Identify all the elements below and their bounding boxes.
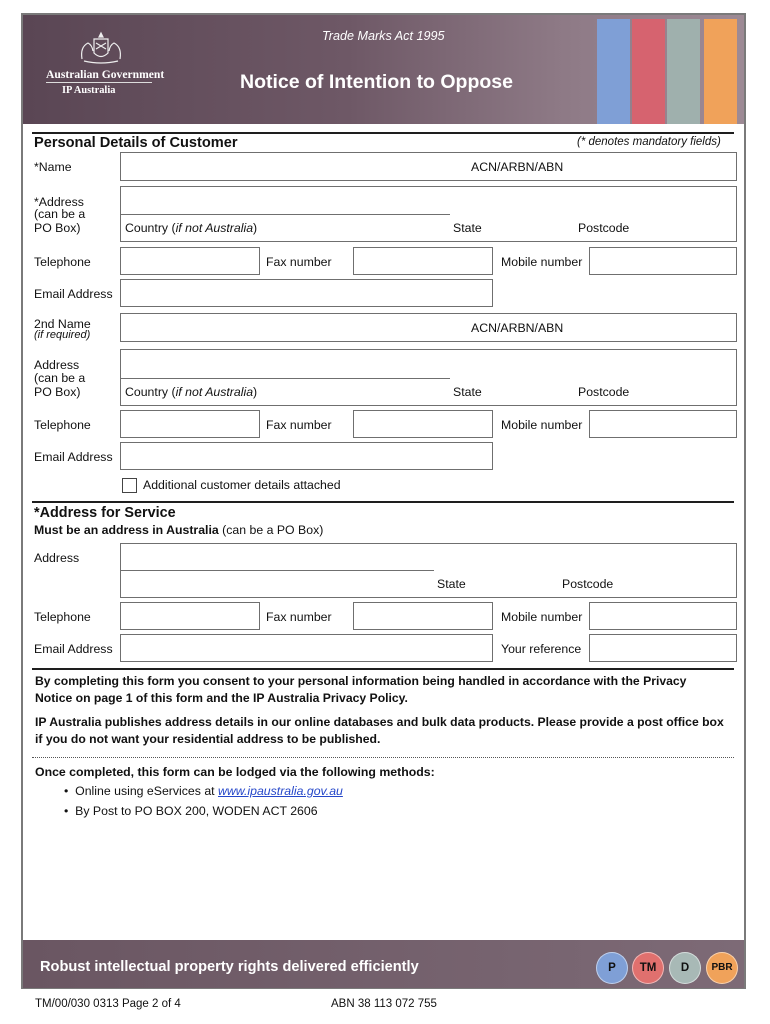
section-divider-personal (32, 132, 734, 134)
second-email-label: Email Address (34, 450, 113, 464)
second-mobile-label: Mobile number (501, 418, 583, 432)
gov-divider (46, 82, 152, 83)
lodge-online-item: • Online using eServices at www.ipaustralia.gov.au (64, 784, 343, 798)
name-input[interactable] (120, 152, 737, 181)
service-fax-label: Fax number (266, 610, 332, 624)
bullet-icon: • (64, 804, 69, 818)
service-telephone-input[interactable] (120, 602, 260, 630)
bullet-icon: • (64, 784, 69, 798)
second-email-input[interactable] (120, 442, 493, 470)
gov-line-2: IP Australia (62, 85, 116, 96)
acn-label: ACN/ARBN/ABN (471, 160, 564, 174)
address-left-edge (120, 214, 121, 242)
service-heading: *Address for Service (34, 505, 176, 521)
postcode-label: Postcode (578, 221, 630, 235)
second-fax-label: Fax number (266, 418, 332, 432)
service-reference-label: Your reference (501, 642, 582, 656)
service-email-input[interactable] (120, 634, 493, 662)
section-divider-notices (32, 668, 734, 670)
second-name-label: 2nd Name (34, 317, 91, 331)
mandatory-note: (* denotes mandatory fields) (577, 136, 721, 148)
email-input[interactable] (120, 279, 493, 307)
service-reference-input[interactable] (589, 634, 737, 662)
service-telephone-label: Telephone (34, 610, 91, 624)
page-title: Notice of Intention to Oppose (240, 71, 513, 93)
service-address-label: Address (34, 551, 80, 565)
service-address-input[interactable] (120, 543, 737, 571)
second-name-note: (if required) (34, 329, 91, 341)
fax-input[interactable] (353, 247, 493, 275)
second-address-input[interactable] (120, 349, 737, 379)
personal-heading: Personal Details of Customer (34, 135, 238, 151)
second-telephone-input[interactable] (120, 410, 260, 438)
second-mobile-input[interactable] (589, 410, 737, 438)
abn-number: ABN 38 113 072 755 (331, 998, 437, 1010)
service-address-left-edge (120, 570, 121, 598)
service-subtitle: Must be an address in Australia (can be a PO Box) (34, 523, 324, 537)
second-address-label-3: PO Box) (34, 385, 81, 399)
service-mobile-input[interactable] (589, 602, 737, 630)
section-divider-lodge (32, 757, 734, 758)
gov-line-1: Australian Government (46, 68, 165, 81)
service-mobile-label: Mobile number (501, 610, 583, 624)
badge-patent: P (596, 952, 628, 984)
additional-details-label: Additional customer details attached (143, 478, 341, 492)
badge-pbr: PBR (706, 952, 738, 984)
consent-notice: By completing this form you consent to your personal information being handled in accordance with the Privacy Notice on page 1 of this form and the IP Australia Privacy Policy. (35, 674, 687, 705)
form-reference: TM/00/030 0313 Page 2 of 4 (35, 998, 181, 1010)
second-telephone-label: Telephone (34, 418, 91, 432)
ipaustralia-link[interactable]: www.ipaustralia.gov.au (218, 784, 343, 798)
service-fax-input[interactable] (353, 602, 493, 630)
second-acn-label: ACN/ARBN/ABN (471, 321, 564, 335)
lodge-heading: Once completed, this form can be lodged via the following methods: (35, 765, 435, 779)
coat-of-arms-icon (74, 29, 128, 67)
badge-design: D (669, 952, 701, 984)
country-label: Country (if not Australia) (125, 221, 258, 235)
address-bottom-line (120, 241, 450, 242)
header-stripe-orange (704, 19, 737, 124)
footer-tagline: Robust intellectual property rights delivered efficiently (40, 959, 419, 975)
second-country-label: Country (if not Australia) (125, 385, 258, 399)
address-label-2: (can be a (34, 207, 86, 221)
fax-label: Fax number (266, 255, 332, 269)
second-fax-input[interactable] (353, 410, 493, 438)
additional-details-checkbox[interactable] (122, 478, 137, 493)
second-name-input[interactable] (120, 313, 737, 342)
header-stripe-blue (597, 19, 630, 124)
second-state-label: State (453, 385, 482, 399)
second-address-label-1: Address (34, 358, 80, 372)
section-divider-service (32, 501, 734, 503)
address-input[interactable] (120, 186, 737, 215)
email-label: Email Address (34, 287, 113, 301)
badge-trade-mark: TM (632, 952, 664, 984)
second-address-left-edge (120, 378, 121, 406)
address-label-3: PO Box) (34, 221, 81, 235)
telephone-label: Telephone (34, 255, 91, 269)
mobile-input[interactable] (589, 247, 737, 275)
service-email-label: Email Address (34, 642, 113, 656)
lodge-post-item: • By Post to PO BOX 200, WODEN ACT 2606 (64, 804, 318, 818)
mobile-label: Mobile number (501, 255, 583, 269)
act-title: Trade Marks Act 1995 (322, 29, 445, 43)
header-stripe-grey (667, 19, 700, 124)
service-postcode-label: Postcode (562, 577, 614, 591)
name-label: *Name (34, 160, 72, 174)
service-address-bottom-line (120, 597, 434, 598)
telephone-input[interactable] (120, 247, 260, 275)
second-postcode-label: Postcode (578, 385, 630, 399)
service-state-label: State (437, 577, 466, 591)
second-address-bottom-line (120, 405, 450, 406)
address-label-1: *Address (34, 195, 84, 209)
publish-notice: IP Australia publishes address details in our online databases and bulk data products. Please provide a post office box if you do not want your residential address to be published. (35, 715, 724, 746)
second-address-label-2: (can be a (34, 371, 86, 385)
header-stripe-red (632, 19, 665, 124)
state-label: State (453, 221, 482, 235)
